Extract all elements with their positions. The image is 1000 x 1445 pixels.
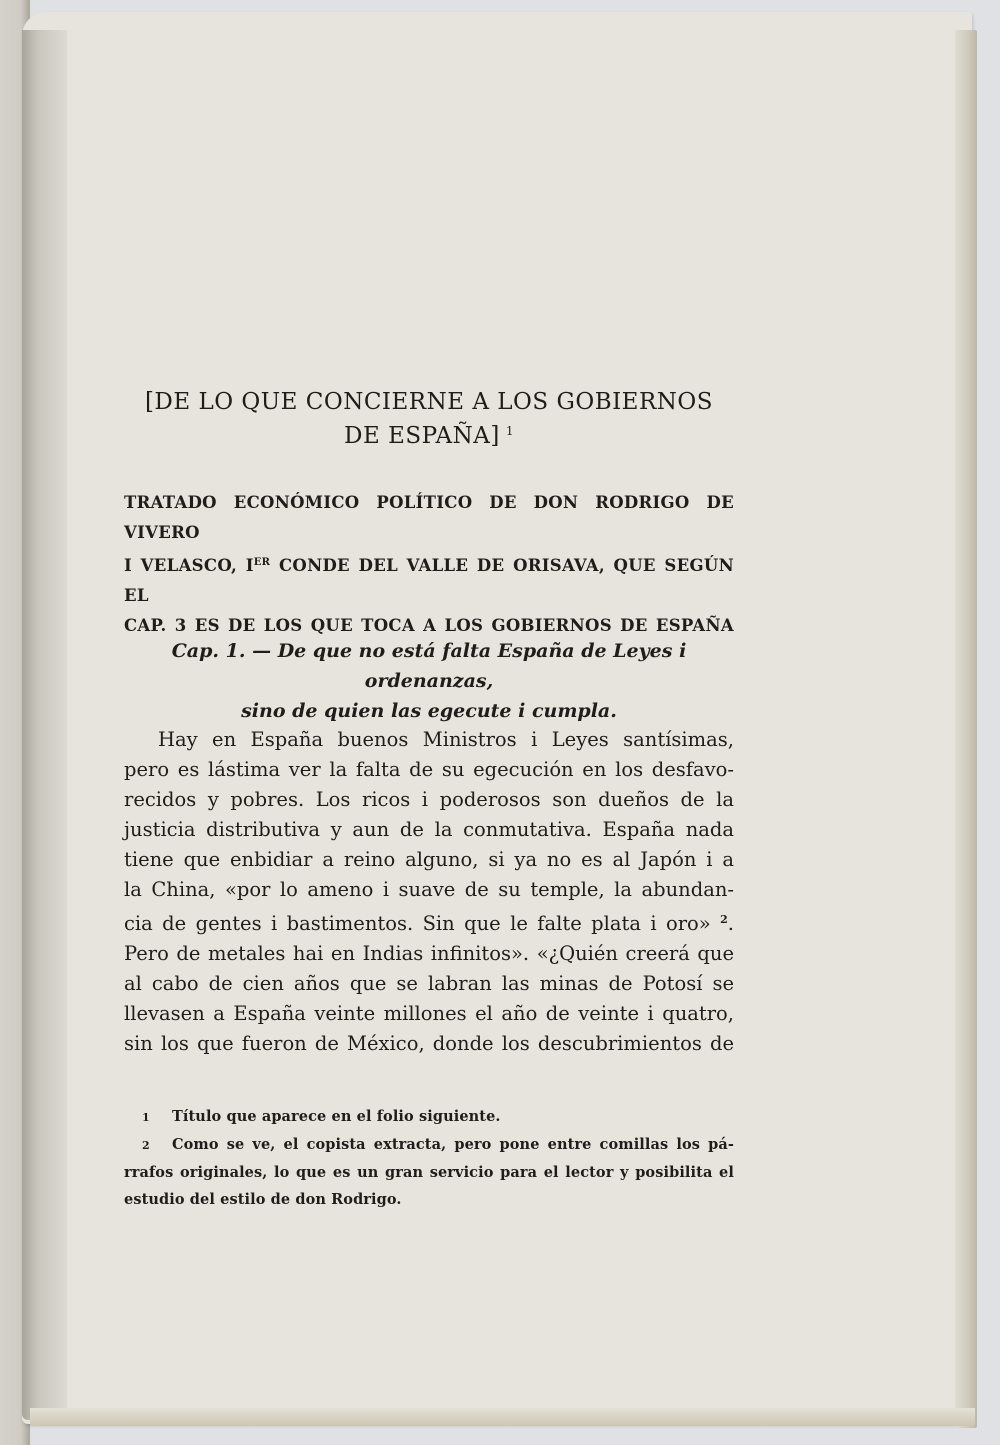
body-paragraph [124, 725, 734, 1059]
footnote-2-continuation: rrafos originales, lo que es un gran servicio para el lector y posibilita el [124, 1164, 734, 1181]
body-line: llevasen a España veinte millones el año de veinte i quatro, [124, 1002, 734, 1025]
footnote-1 [124, 1103, 734, 1131]
chapter-heading-line-1: Cap. 1. — De que no está falta España de Leyes i ordenanzas, [171, 640, 687, 692]
treatise-subtitle [124, 488, 734, 641]
subtitle-line-2-b: CONDE DEL VALLE DE ORISAVA, QUE SEGÚN EL [124, 556, 734, 605]
body-line: pero es lástima ver la falta de su egecución en los desfavo- [124, 758, 734, 781]
footnote-number: 1 [142, 1111, 150, 1124]
body-line-7-text: cia de gentes i bastimentos. Sin que le falte plata i oro» [124, 912, 711, 935]
title-line-2-text: DE ESPAÑA] [344, 423, 500, 449]
subtitle-line-2 [124, 548, 734, 611]
chapter-heading [124, 636, 734, 726]
body-line: Hay en España buenos Ministros i Leyes santísimas, [158, 728, 734, 751]
footnotes [124, 1103, 734, 1213]
subtitle-line-2-a: I VELASCO, I [124, 556, 254, 575]
body-line: Pero de metales hai en Indias infinitos». «¿Quién creerá que [124, 942, 734, 965]
footnote-ref-2: 2 [720, 913, 728, 926]
ordinal-superscript: ER [253, 557, 271, 568]
section-title [124, 388, 734, 451]
subtitle-line-3: CAP. 3 ES DE LOS QUE TOCA A LOS GOBIERNOS DE ESPAÑA [124, 616, 734, 635]
page-stack-right-edge [955, 30, 977, 1428]
subtitle-line-1: TRATADO ECONÓMICO POLÍTICO DE DON RODRIGO DE VIVERO [124, 493, 734, 542]
body-line: al cabo de cien años que se labran las minas de Potosí se [124, 972, 734, 995]
body-line: justicia distributiva y aun de la conmutativa. España nada [124, 818, 734, 841]
page-stack-bottom-edge [30, 1408, 975, 1426]
body-line: recidos y pobres. Los ricos i poderosos son dueños de la [124, 788, 734, 811]
body-line [124, 905, 734, 939]
title-line-2 [124, 417, 734, 451]
footnote-text: Título que aparece en el folio siguiente. [172, 1108, 501, 1125]
title-line-1: [DE LO QUE CONCIERNE A LOS GOBIERNOS [144, 389, 714, 415]
body-line: la China, «por lo ameno i suave de su temple, la abundan- [124, 878, 734, 901]
chapter-heading-line-2: sino de quien las egecute i cumpla. [241, 700, 617, 722]
body-line: sin los que fueron de México, donde los descubrimientos de [124, 1032, 734, 1055]
body-line-7-period: . [727, 912, 734, 935]
footnote-ref-1: 1 [505, 424, 514, 438]
body-line: tiene que enbidiar a reino alguno, si ya no es al Japón i a [124, 848, 734, 871]
footnote-text: Como se ve, el copista extracta, pero pone entre comillas los pá- [172, 1136, 734, 1153]
page-gutter-shadow [22, 30, 67, 1420]
footnote-2 [124, 1131, 734, 1159]
footnote-2-continuation: estudio del estilo de don Rodrigo. [124, 1191, 402, 1208]
footnote-number: 2 [142, 1139, 150, 1152]
